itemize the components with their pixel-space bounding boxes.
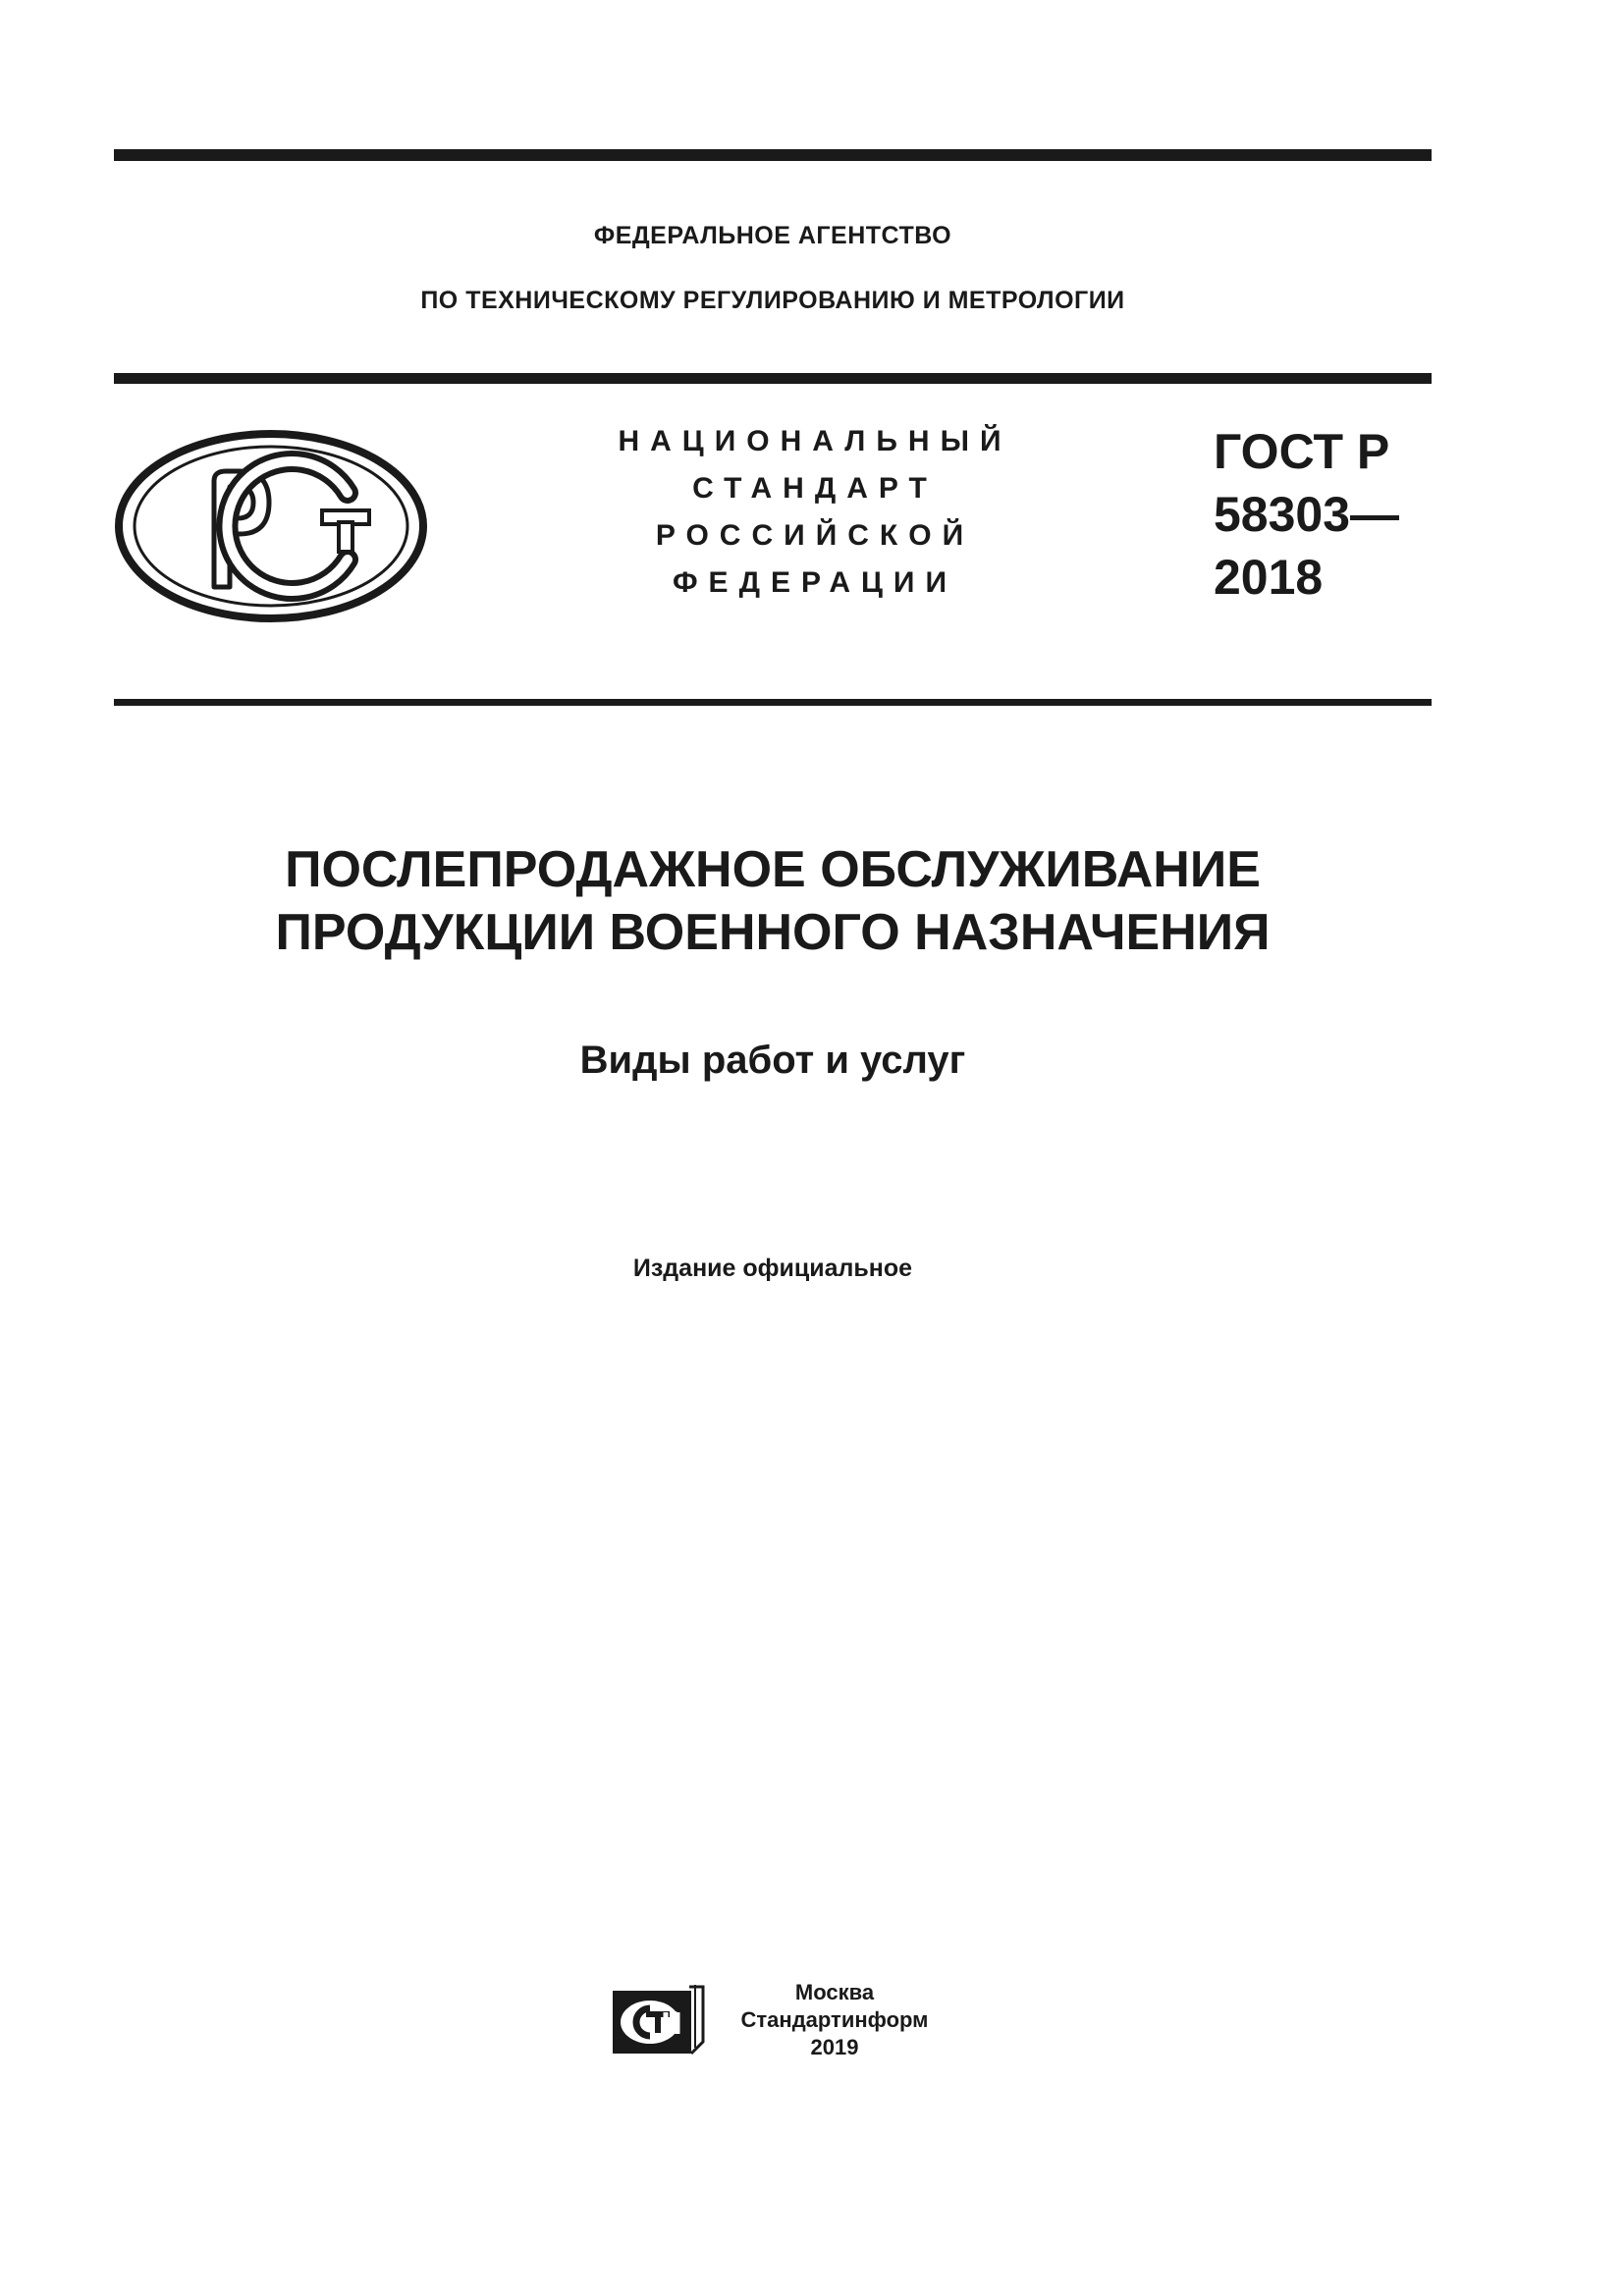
gost-prefix: ГОСТ Р xyxy=(1214,424,1390,479)
edition-note: Издание официальное xyxy=(632,1255,913,1282)
national-standard-line: СТАНДАРТ xyxy=(692,472,938,505)
gost-number: 58303— xyxy=(1214,487,1400,542)
national-standard-line: РОССИЙСКОЙ xyxy=(655,519,975,552)
document-subtitle: Виды работ и услуг xyxy=(579,1039,966,1082)
publisher-year: 2019 xyxy=(810,2035,859,2059)
top-rule xyxy=(114,149,1432,161)
agency-name-line1: ФЕДЕРАЛЬНОЕ АГЕНТСТВО xyxy=(593,222,952,249)
gost-designation xyxy=(1214,420,1399,609)
standartinform-logo-icon xyxy=(611,1983,705,2056)
bottom-rule xyxy=(114,699,1432,706)
document-title xyxy=(0,838,1545,964)
agency-name-line2: ПО ТЕХНИЧЕСКОМУ РЕГУЛИРОВАНИЮ И МЕТРОЛОГИИ xyxy=(420,287,1125,314)
rst-mark-icon xyxy=(114,428,428,624)
national-standard-line: НАЦИОНАЛЬНЫЙ xyxy=(618,425,1012,457)
national-standard-line: ФЕДЕРАЦИИ xyxy=(672,566,958,599)
national-standard-label xyxy=(589,418,1041,607)
document-title-line2: ПРОДУКЦИИ ВОЕННОГО НАЗНАЧЕНИЯ xyxy=(275,904,1271,961)
publisher-block xyxy=(727,1979,943,2061)
middle-rule xyxy=(114,373,1432,384)
gost-year: 2018 xyxy=(1214,550,1324,605)
publisher-name: Стандартинформ xyxy=(740,2007,929,2032)
document-title-line1: ПОСЛЕПРОДАЖНОЕ ОБСЛУЖИВАНИЕ xyxy=(285,841,1261,898)
publisher-city: Москва xyxy=(794,1980,875,2004)
